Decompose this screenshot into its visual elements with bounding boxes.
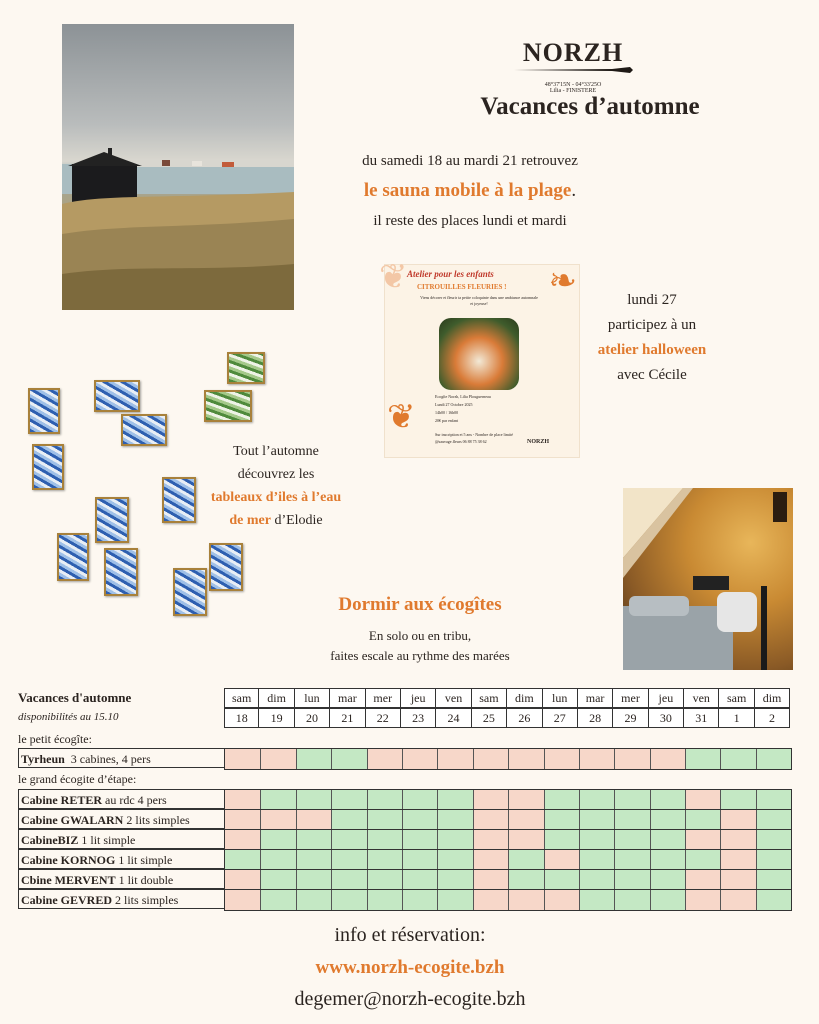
booked-cell <box>720 830 755 850</box>
availability-row <box>224 789 792 811</box>
atelier-date: lundi 27 <box>627 292 677 308</box>
available-cell <box>331 870 366 890</box>
day-header: mar <box>578 688 613 708</box>
available-cell <box>544 790 579 810</box>
available-cell <box>614 890 649 910</box>
date-header: 30 <box>649 708 684 728</box>
flyer-footer <box>435 431 513 445</box>
available-cell <box>437 870 472 890</box>
available-cell <box>685 749 720 769</box>
availability-row <box>224 809 792 831</box>
booked-cell <box>437 749 472 769</box>
available-cell <box>260 790 295 810</box>
available-cell <box>296 790 331 810</box>
flyer-info <box>435 393 491 425</box>
cabin-detail: 1 lit double <box>115 873 174 887</box>
booked-cell <box>544 850 579 870</box>
available-cell <box>756 850 791 870</box>
ecogites-line1: En solo ou en tribu, <box>368 628 472 643</box>
available-cell <box>367 890 402 910</box>
booked-cell <box>296 810 331 830</box>
available-cell <box>756 890 791 910</box>
painting <box>32 444 64 490</box>
available-cell <box>685 810 720 830</box>
available-cell <box>756 830 791 850</box>
available-cell <box>296 850 331 870</box>
booked-cell <box>508 890 543 910</box>
table-day-headers <box>224 688 790 708</box>
booked-cell <box>685 790 720 810</box>
booked-cell <box>544 749 579 769</box>
available-cell <box>650 890 685 910</box>
booked-cell <box>225 810 260 830</box>
tableaux-highlight: tableaux d’iles à l’eau <box>210 490 342 505</box>
cabin-name: Cabine RETER <box>21 793 103 807</box>
day-header: dim <box>259 688 294 708</box>
booked-cell <box>260 810 295 830</box>
painting <box>227 352 265 384</box>
logo-name: NORZH <box>522 38 624 67</box>
availability-row <box>224 829 792 851</box>
available-cell <box>685 850 720 870</box>
date-header: 1 <box>719 708 754 728</box>
available-cell <box>437 850 472 870</box>
available-cell <box>437 890 472 910</box>
available-cell <box>260 830 295 850</box>
flyer-time: 14h00 / 16h00 <box>435 410 459 415</box>
date-header: 29 <box>613 708 648 728</box>
booked-cell <box>473 890 508 910</box>
available-cell <box>579 810 614 830</box>
available-cell <box>579 890 614 910</box>
available-cell <box>331 890 366 910</box>
available-cell <box>225 850 260 870</box>
table-heading: Vacances d'automne <box>18 690 132 705</box>
row-label <box>18 849 224 869</box>
day-header: mer <box>613 688 648 708</box>
sauna-highlight: le sauna mobile à la plage <box>363 180 572 201</box>
available-cell <box>579 850 614 870</box>
day-header: sam <box>719 688 754 708</box>
beach-sauna-photo <box>62 24 294 310</box>
cabin-detail: 1 lit simple <box>78 833 136 847</box>
available-cell <box>650 810 685 830</box>
available-cell <box>544 810 579 830</box>
flyer-contact: @sauvage.fleurs 06 88 75 38 62 <box>435 439 487 444</box>
availability-row <box>224 748 792 770</box>
day-header: ven <box>684 688 719 708</box>
atelier-highlight: atelier halloween <box>597 342 707 358</box>
available-cell <box>367 870 402 890</box>
day-header: sam <box>472 688 507 708</box>
leaf-icon: ❦ <box>387 399 416 436</box>
tableaux-highlight-end: de mer <box>229 513 271 528</box>
row-label <box>18 829 224 849</box>
available-cell <box>756 870 791 890</box>
booked-cell <box>508 749 543 769</box>
available-cell <box>614 810 649 830</box>
available-cell <box>367 810 402 830</box>
painting <box>173 568 207 616</box>
available-cell <box>331 830 366 850</box>
logo-place: Lilia - FINISTERE <box>549 88 597 94</box>
cabin-detail: au rdc 4 pers <box>102 793 167 807</box>
available-cell <box>367 830 402 850</box>
day-header: mer <box>366 688 401 708</box>
cabin-name: Cbine MERVENT <box>21 873 116 887</box>
day-header: jeu <box>401 688 436 708</box>
atelier-host: avec Cécile <box>617 367 687 383</box>
painting <box>204 390 252 422</box>
booked-cell <box>614 749 649 769</box>
available-cell <box>296 749 331 769</box>
ecogites-line2: faites escale au rythme des marées <box>330 648 510 663</box>
available-cell <box>544 830 579 850</box>
available-cell <box>756 790 791 810</box>
availability-row <box>224 849 792 871</box>
available-cell <box>720 749 755 769</box>
date-header: 22 <box>366 708 401 728</box>
booked-cell <box>473 870 508 890</box>
booked-cell <box>685 870 720 890</box>
flyer-logo: NORZH <box>526 439 549 445</box>
leaf-icon: ❦ <box>379 259 408 296</box>
flyer-date: Lundi 27 Octobre 2025 <box>435 402 473 407</box>
day-header: sam <box>224 688 259 708</box>
painting <box>28 388 60 434</box>
table-date-headers <box>224 708 790 728</box>
cabin-name: Tyrheun <box>21 752 65 766</box>
paintings-announcement <box>196 440 356 532</box>
available-cell <box>650 790 685 810</box>
available-cell <box>756 749 791 769</box>
available-cell <box>260 890 295 910</box>
date-header: 31 <box>684 708 719 728</box>
day-header: dim <box>507 688 542 708</box>
sauna-period: . <box>571 180 577 201</box>
group-large-ecogite: le grand écogite d’étape: <box>18 772 137 786</box>
painting <box>95 497 129 543</box>
website-link[interactable]: www.norzh-ecogite.bzh <box>315 957 505 978</box>
sauna-dates: du samedi 18 au mardi 21 retrouvez <box>362 153 578 169</box>
cabin-detail: 3 cabines, 4 pers <box>64 752 151 766</box>
norzh-logo <box>512 38 634 94</box>
beach-sauna-illustration <box>62 24 294 310</box>
date-header: 23 <box>401 708 436 728</box>
info-title: info et réservation: <box>334 924 486 946</box>
available-cell <box>508 850 543 870</box>
available-cell <box>614 870 649 890</box>
table-subheading: disponibilités au 15.10 <box>18 711 119 723</box>
cabin-detail: 2 lits simples <box>112 893 179 907</box>
leaf-icon: ❧ <box>548 263 577 300</box>
tableaux-artist: d’Elodie <box>270 513 323 528</box>
available-cell <box>508 870 543 890</box>
day-header: lun <box>295 688 330 708</box>
email-link[interactable]: degemer@norzh-ecogite.bzh <box>294 988 526 1010</box>
row-label <box>18 789 224 809</box>
booked-cell <box>508 810 543 830</box>
painting <box>94 380 140 412</box>
group-small-ecogite: le petit écogîte: <box>18 732 92 746</box>
tableaux-intro: découvrez les <box>237 467 315 482</box>
available-cell <box>579 790 614 810</box>
available-cell <box>296 830 331 850</box>
logo-coordinates: 48°37'15N - 04°33'25O <box>544 82 602 88</box>
booked-cell <box>508 790 543 810</box>
day-header: lun <box>543 688 578 708</box>
booked-cell <box>225 890 260 910</box>
available-cell <box>402 850 437 870</box>
available-cell <box>260 870 295 890</box>
painting <box>209 543 243 591</box>
booked-cell <box>720 870 755 890</box>
available-cell <box>579 870 614 890</box>
available-cell <box>756 810 791 830</box>
booked-cell <box>367 749 402 769</box>
available-cell <box>650 830 685 850</box>
available-cell <box>402 890 437 910</box>
cabin-name: Cabine GWALARN <box>21 813 124 827</box>
available-cell <box>331 749 366 769</box>
page-title: Vacances d’automne <box>480 93 700 120</box>
date-header: 28 <box>578 708 613 728</box>
booked-cell <box>402 749 437 769</box>
available-cell <box>402 790 437 810</box>
available-cell <box>296 890 331 910</box>
day-header: ven <box>436 688 471 708</box>
cabin-name: Cabine KORNOG <box>21 853 116 867</box>
booked-cell <box>473 830 508 850</box>
booked-cell <box>225 749 260 769</box>
row-label <box>18 889 224 909</box>
flyer-price: 20€ par enfant <box>435 418 459 423</box>
date-header: 18 <box>224 708 259 728</box>
booked-cell <box>473 810 508 830</box>
available-cell <box>650 850 685 870</box>
cabin-detail: 1 lit simple <box>115 853 173 867</box>
booked-cell <box>225 830 260 850</box>
booked-cell <box>473 749 508 769</box>
flyer-location: Ecogîte Norzh, Lilia Plouguerneau <box>435 394 491 399</box>
ecogites-title: Dormir aux écogîtes <box>338 594 502 615</box>
booked-cell <box>225 870 260 890</box>
date-header: 20 <box>295 708 330 728</box>
ecogites-text <box>300 626 540 666</box>
available-cell <box>402 810 437 830</box>
date-header: 25 <box>472 708 507 728</box>
kids-workshop-flyer <box>379 259 580 458</box>
available-cell <box>614 830 649 850</box>
booked-cell <box>260 749 295 769</box>
available-cell <box>402 870 437 890</box>
availability-row <box>224 889 792 911</box>
booked-cell <box>720 850 755 870</box>
ecogite-room-photo <box>623 488 793 670</box>
halloween-workshop <box>572 288 732 388</box>
atelier-intro: participez à un <box>607 317 697 333</box>
row-label <box>18 748 224 768</box>
painting <box>57 533 89 581</box>
available-cell <box>437 790 472 810</box>
date-header: 24 <box>436 708 471 728</box>
available-cell <box>402 830 437 850</box>
booked-cell <box>650 749 685 769</box>
room-illustration <box>623 488 793 670</box>
booked-cell <box>473 790 508 810</box>
row-label <box>18 869 224 889</box>
available-cell <box>367 850 402 870</box>
booked-cell <box>544 890 579 910</box>
available-cell <box>296 870 331 890</box>
booked-cell <box>720 810 755 830</box>
available-cell <box>614 790 649 810</box>
date-header: 27 <box>543 708 578 728</box>
sauna-announcement <box>300 146 640 236</box>
booked-cell <box>720 890 755 910</box>
available-cell <box>331 810 366 830</box>
available-cell <box>367 790 402 810</box>
date-header: 2 <box>755 708 790 728</box>
row-label <box>18 809 224 829</box>
booked-cell <box>473 850 508 870</box>
date-header: 26 <box>507 708 542 728</box>
date-header: 21 <box>330 708 365 728</box>
date-header: 19 <box>259 708 294 728</box>
painting <box>162 477 196 523</box>
cabin-name: Cabine GEVRED <box>21 893 113 907</box>
booked-cell <box>685 890 720 910</box>
day-header: dim <box>755 688 790 708</box>
day-header: mar <box>330 688 365 708</box>
booked-cell <box>579 749 614 769</box>
available-cell <box>579 830 614 850</box>
available-cell <box>437 830 472 850</box>
day-header: jeu <box>649 688 684 708</box>
availability-row <box>224 869 792 891</box>
pumpkin-image <box>439 318 519 390</box>
booked-cell <box>508 830 543 850</box>
available-cell <box>331 790 366 810</box>
available-cell <box>331 850 366 870</box>
cabin-detail: 2 lits simples <box>123 813 190 827</box>
flyer-text: Viens décorer et fleurir ta petite coloquinte dans une ambiance automnale et joyeuse! <box>420 295 538 306</box>
sauna-availability: il reste des places lundi et mardi <box>373 213 567 229</box>
flyer-footnote: Sur inscription et 5 ans - Nombre de place limité <box>435 432 513 437</box>
available-cell <box>437 810 472 830</box>
available-cell <box>614 850 649 870</box>
cabin-name: CabineBIZ <box>21 833 79 847</box>
booked-cell <box>685 830 720 850</box>
available-cell <box>650 870 685 890</box>
flyer-subtitle: CITROUILLES FLEURIES ! <box>417 283 507 291</box>
booked-cell <box>225 790 260 810</box>
available-cell <box>544 870 579 890</box>
flyer-title: Atelier pour les enfants <box>407 269 494 279</box>
painting <box>104 548 138 596</box>
available-cell <box>260 850 295 870</box>
tableaux-period: Tout l’automne <box>233 444 319 459</box>
available-cell <box>720 790 755 810</box>
painting <box>121 414 167 446</box>
